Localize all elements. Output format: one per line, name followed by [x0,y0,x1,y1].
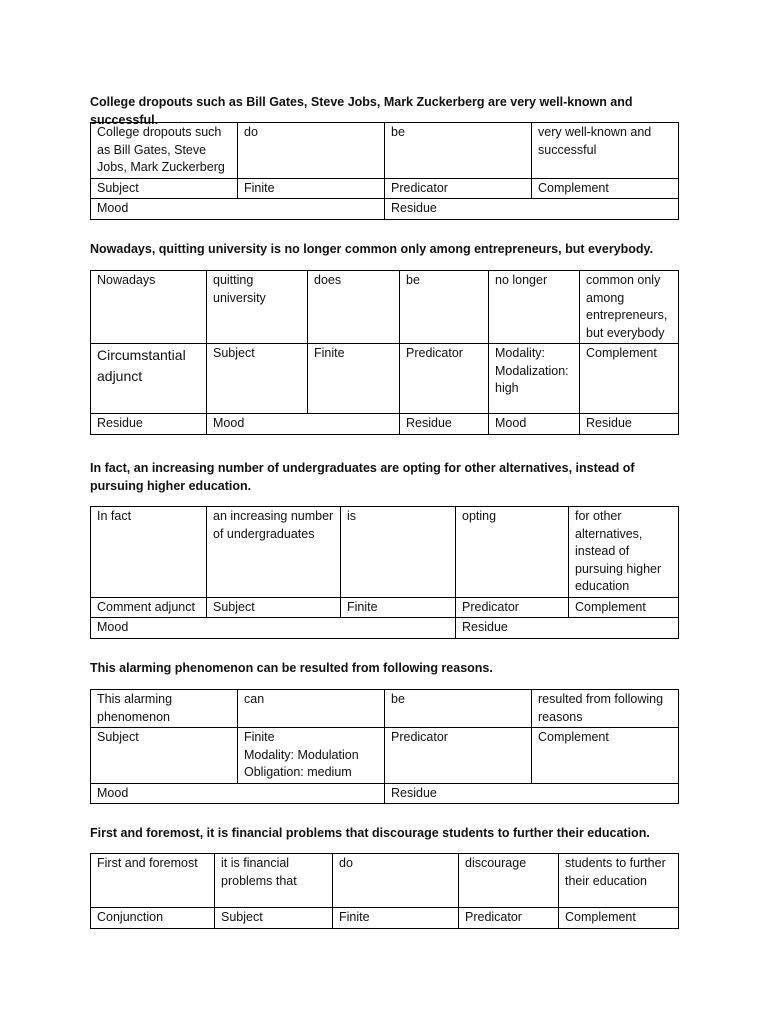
table-cell: be [400,271,489,344]
table-row [91,507,679,598]
table-row [91,618,679,639]
table-cell-line: Obligation: medium [244,765,352,779]
table-cell: no longer [489,271,580,344]
table-cell: Complement [559,908,679,929]
table-cell: Finite [308,344,400,414]
sentence-1: College dropouts such as Bill Gates, Steve Jobs, Mark Zuckerberg are very well-known and successful. [90,95,633,127]
table-cell: Mood [91,783,385,804]
table-row [91,271,679,344]
table-cell: In fact [91,507,207,598]
table-row [91,344,679,414]
sentence-4: This alarming phenomenon can be resulted from following reasons. [90,661,493,675]
table-cell: Predicator [385,728,532,784]
table-cell: Mood [91,199,385,220]
table-cell: for other alternatives, instead of pursuing higher education [569,507,679,598]
table-cell: Subject [91,728,238,784]
table-cell: Mood [91,618,456,639]
table-cell: very well-known and successful [532,123,679,179]
table-cell: Residue [456,618,679,639]
table-cell: Complement [532,728,679,784]
table-cell: Subject [91,178,238,199]
table-cell: an increasing number of undergraduates [207,507,341,598]
analysis-table-4 [90,689,679,804]
analysis-table-3 [90,506,679,639]
table-cell: students to further their education [559,854,679,908]
table-cell: common only among entrepreneurs, but everybody [580,271,679,344]
table-row [91,123,679,179]
table-cell: be [385,690,532,728]
table-cell: Predicator [400,344,489,414]
table-cell: do [238,123,385,179]
table-cell: Nowadays [91,271,207,344]
table-cell: Complement [569,597,679,618]
table-cell: Conjunction [91,908,215,929]
table-row [91,908,679,929]
sentence-3: In fact, an increasing number of undergraduates are opting for other alternatives, instead of pursuing higher education. [90,461,635,493]
table-cell: be [385,123,532,179]
table-cell: First and foremost [91,854,215,908]
table-cell: Modality: Modalization: high [489,344,580,414]
table-cell: quitting university [207,271,308,344]
table-cell: discourage [459,854,559,908]
table-cell: Residue [91,414,207,435]
table-cell: This alarming phenomenon [91,690,238,728]
table-cell: Circumstantial adjunct [91,344,207,414]
table-cell: Predicator [459,908,559,929]
table-cell: do [333,854,459,908]
sentence-2: Nowadays, quitting university is no longer common only among entrepreneurs, but everybody. [90,242,654,256]
table-cell: Finite [238,178,385,199]
table-row [91,854,679,908]
table-cell: opting [456,507,569,598]
table-cell: Residue [580,414,679,435]
table-cell-line: Modality: Modulation [244,747,359,762]
table-cell [238,728,385,784]
table-cell: Residue [385,783,679,804]
table-row [91,178,679,199]
table-cell: Comment adjunct [91,597,207,618]
table-cell: Complement [580,344,679,414]
table-cell: Residue [385,199,679,220]
table-cell: Mood [207,414,400,435]
table-row [91,414,679,435]
table-cell: Mood [489,414,580,435]
table-cell-line: Finite [244,730,275,744]
table-cell: Predicator [456,597,569,618]
table-cell: Finite [341,597,456,618]
table-cell: it is financial problems that [215,854,333,908]
sentence-5: First and foremost, it is financial problems that discourage students to further their education. [90,826,650,840]
analysis-table-2 [90,270,679,435]
table-row [91,690,679,728]
table-cell: Subject [207,344,308,414]
table-row [91,597,679,618]
table-row [91,199,679,220]
table-row [91,783,679,804]
table-cell: Complement [532,178,679,199]
analysis-table-5 [90,853,679,929]
table-cell: does [308,271,400,344]
table-cell: can [238,690,385,728]
table-cell: Subject [207,597,341,618]
table-cell: is [341,507,456,598]
table-cell: resulted from following reasons [532,690,679,728]
table-cell: Predicator [385,178,532,199]
analysis-table-1 [90,122,679,220]
table-cell: Subject [215,908,333,929]
table-cell: Residue [400,414,489,435]
table-cell: College dropouts such as Bill Gates, Steve Jobs, Mark Zuckerberg [91,123,238,179]
table-row [91,728,679,784]
table-cell: Finite [333,908,459,929]
